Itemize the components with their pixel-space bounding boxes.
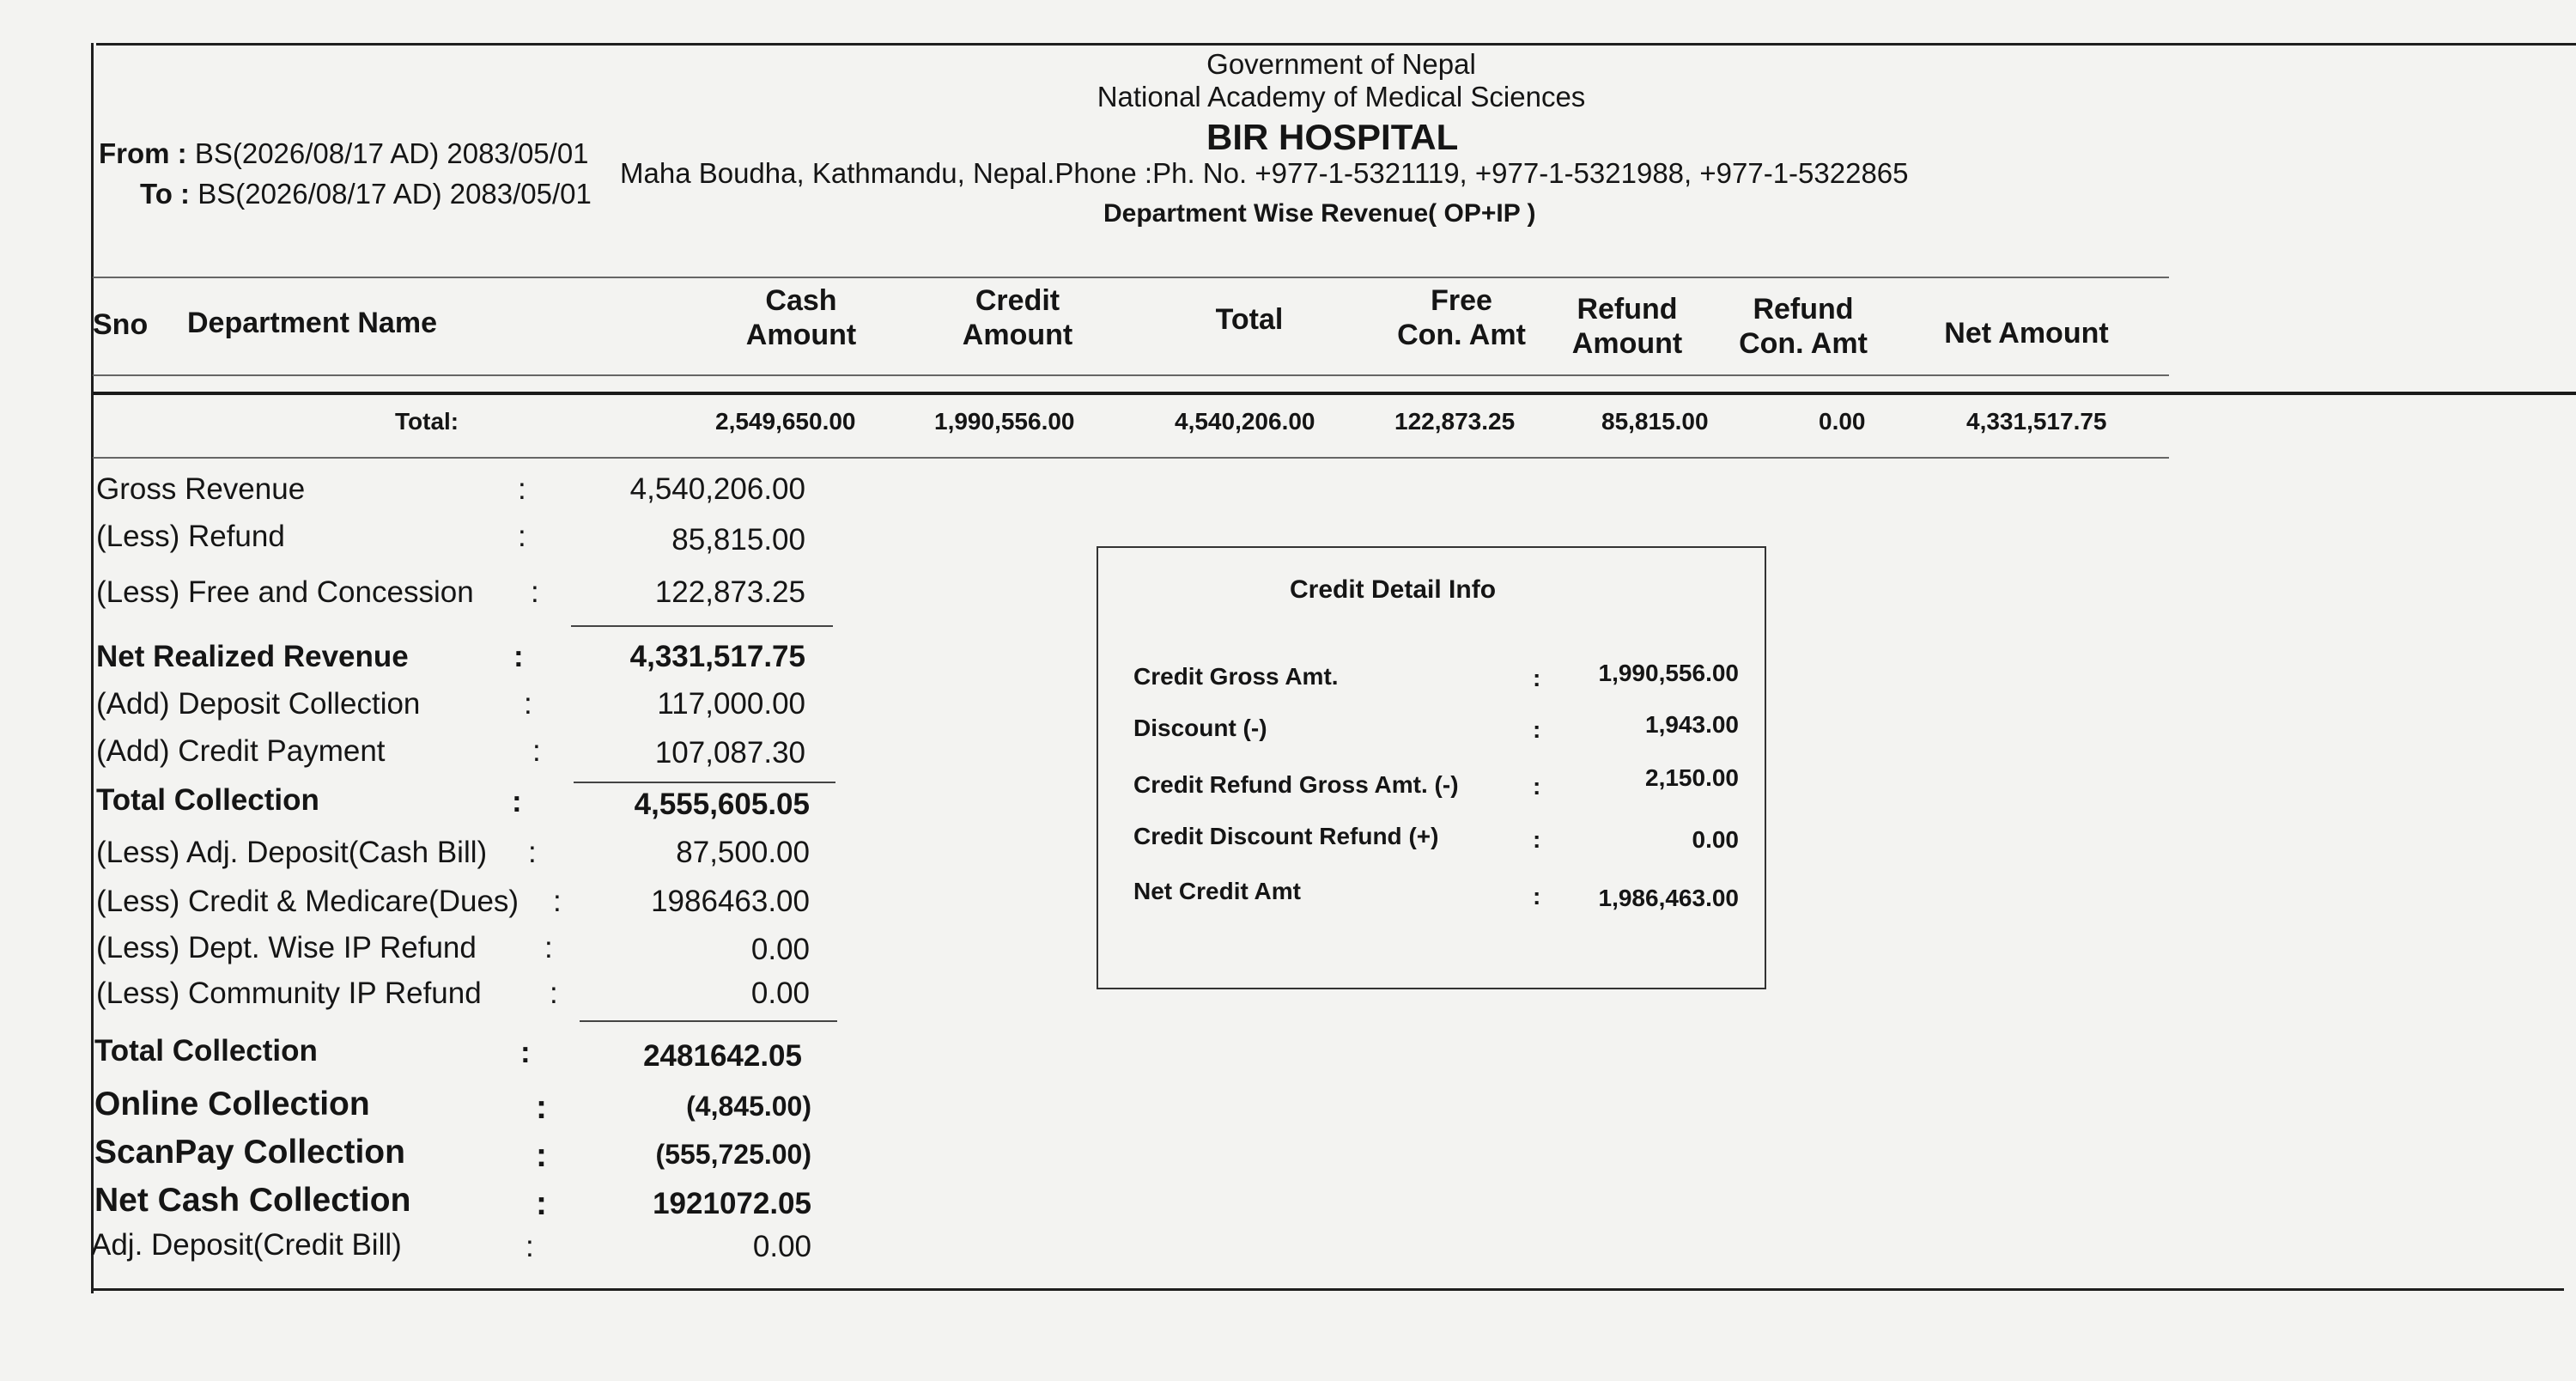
col-header-cash-line1: Cash [765,284,837,317]
total-row-refund: 85,815.00 [1601,408,1709,435]
summary-colon: : [518,520,526,553]
col-header-credit [945,283,1091,352]
summary-colon: : [526,1230,534,1263]
date-to [140,178,592,210]
credit-detail-colon: : [1533,773,1541,800]
header-line-academy: National Academy of Medical Sciences [1097,81,1586,113]
col-header-refund-line1: Refund [1577,293,1678,325]
hospital-address: Maha Boudha, Kathmandu, Nepal.Phone :Ph. No. +977-1-5321119, +977-1-5321988, +977-1-5322865 [620,157,1909,189]
summary-rule [571,625,833,627]
col-header-sno: Sno [93,308,149,341]
summary-colon: : [520,1036,531,1069]
date-to-label: To : [140,178,191,210]
summary-colon: : [536,1185,547,1222]
credit-detail-label: Discount (-) [1133,715,1267,741]
summary-label: Online Collection [94,1086,370,1122]
table-rule-total-bottom [93,457,2169,459]
summary-value: 1986463.00 [651,885,810,918]
table-rule-header-bottom [93,374,2169,376]
report-border-left [91,43,94,1293]
summary-label: (Less) Refund [96,520,285,553]
summary-label: Total Collection [96,783,319,817]
header-line-government: Government of Nepal [1206,48,1476,80]
credit-detail-value: 2,150.00 [1645,764,1739,791]
summary-value: 107,087.30 [654,736,805,770]
report-border-bottom [91,1288,2564,1291]
summary-value: 4,540,206.00 [629,472,805,506]
date-from-label: From : [99,137,187,169]
summary-colon: : [524,687,532,721]
summary-rule [580,1020,837,1022]
summary-label: (Less) Free and Concession [96,575,474,609]
credit-detail-title: Credit Detail Info [1290,575,1497,604]
summary-value: 117,000.00 [657,687,805,721]
date-from-value: BS(2026/08/17 AD) 2083/05/01 [194,137,589,169]
table-rule-thick [93,392,2576,395]
summary-value: 85,815.00 [671,523,805,557]
credit-detail-colon: : [1533,716,1541,743]
summary-value: 87,500.00 [676,836,810,869]
summary-value: (4,845.00) [686,1091,811,1122]
summary-label: Net Realized Revenue [96,640,409,673]
col-header-refundcon-line2: Con. Amt [1739,327,1868,360]
credit-detail-label: Credit Gross Amt. [1133,663,1339,690]
hospital-name: BIR HOSPITAL [1206,117,1459,157]
col-header-free-con [1384,283,1539,352]
summary-value: 0.00 [750,933,810,966]
col-header-credit-line2: Amount [962,319,1073,351]
col-header-free-line2: Con. Amt [1397,319,1526,351]
col-header-refund-amount [1558,292,1696,361]
col-header-net-amount: Net Amount [1944,317,2109,350]
date-from [99,137,589,170]
report-title: Department Wise Revenue( OP+IP ) [1103,199,1536,228]
summary-colon: : [513,640,524,673]
summary-value: 2481642.05 [643,1039,802,1073]
total-row-cash: 2,549,650.00 [715,408,856,435]
summary-label: Net Cash Collection [94,1182,411,1219]
summary-label: (Less) Dept. Wise IP Refund [96,931,477,964]
summary-label: (Add) Credit Payment [96,734,386,768]
summary-label: Adj. Deposit(Credit Bill) [91,1228,402,1262]
col-header-refund-con [1726,292,1880,361]
total-row-label: Total: [395,408,459,435]
summary-value: 0.00 [752,1230,811,1263]
report-border-top [96,43,2576,46]
credit-detail-colon: : [1533,826,1541,853]
summary-colon: : [553,885,562,918]
total-row-total: 4,540,206.00 [1175,408,1315,435]
col-header-total: Total [1215,303,1284,336]
credit-detail-value: 1,986,463.00 [1598,885,1739,911]
summary-label: ScanPay Collection [94,1134,405,1171]
summary-value: 122,873.25 [654,575,805,609]
summary-label: (Less) Community IP Refund [96,976,482,1010]
credit-detail-value: 1,990,556.00 [1598,660,1739,686]
summary-label: Gross Revenue [96,472,306,506]
summary-rule [574,782,835,783]
credit-detail-label: Credit Discount Refund (+) [1133,823,1439,849]
summary-colon: : [531,575,539,609]
total-row-credit: 1,990,556.00 [934,408,1075,435]
col-header-cash-line2: Amount [745,319,857,351]
col-header-department: Department Name [187,307,437,339]
total-row-net: 4,331,517.75 [1966,408,2107,435]
summary-colon: : [544,931,553,964]
col-header-refundcon-line1: Refund [1753,293,1854,325]
summary-value: (555,725.00) [655,1139,811,1170]
col-header-refund-line2: Amount [1571,327,1683,360]
col-header-free-line1: Free [1431,284,1492,317]
col-header-cash [728,283,874,352]
summary-label: (Less) Credit & Medicare(Dues) [96,885,519,918]
summary-colon: : [518,472,526,506]
credit-detail-colon: : [1533,883,1541,910]
credit-detail-value: 0.00 [1692,826,1739,853]
credit-detail-label: Credit Refund Gross Amt. (-) [1133,771,1459,798]
total-row-free-con: 122,873.25 [1394,408,1516,435]
table-rule-top [93,277,2169,278]
summary-value: 4,555,605.05 [634,788,810,821]
summary-value: 1921072.05 [653,1187,811,1220]
summary-colon: : [512,785,522,818]
credit-detail-value: 1,943.00 [1645,711,1739,738]
summary-colon: : [536,1137,547,1174]
summary-value: 0.00 [750,976,810,1010]
summary-label: (Add) Deposit Collection [96,687,421,721]
summary-label: (Less) Adj. Deposit(Cash Bill) [96,836,488,869]
summary-value: 4,331,517.75 [629,640,805,673]
col-header-credit-line1: Credit [975,284,1060,317]
date-to-value: BS(2026/08/17 AD) 2083/05/01 [197,178,592,210]
credit-detail-label: Net Credit Amt [1133,878,1301,904]
summary-colon: : [550,976,558,1010]
summary-colon: : [536,1089,547,1126]
summary-label: Total Collection [94,1034,318,1068]
summary-colon: : [532,734,541,768]
total-row-refund-con: 0.00 [1819,408,1866,435]
credit-detail-colon: : [1533,665,1541,691]
summary-colon: : [528,836,537,869]
